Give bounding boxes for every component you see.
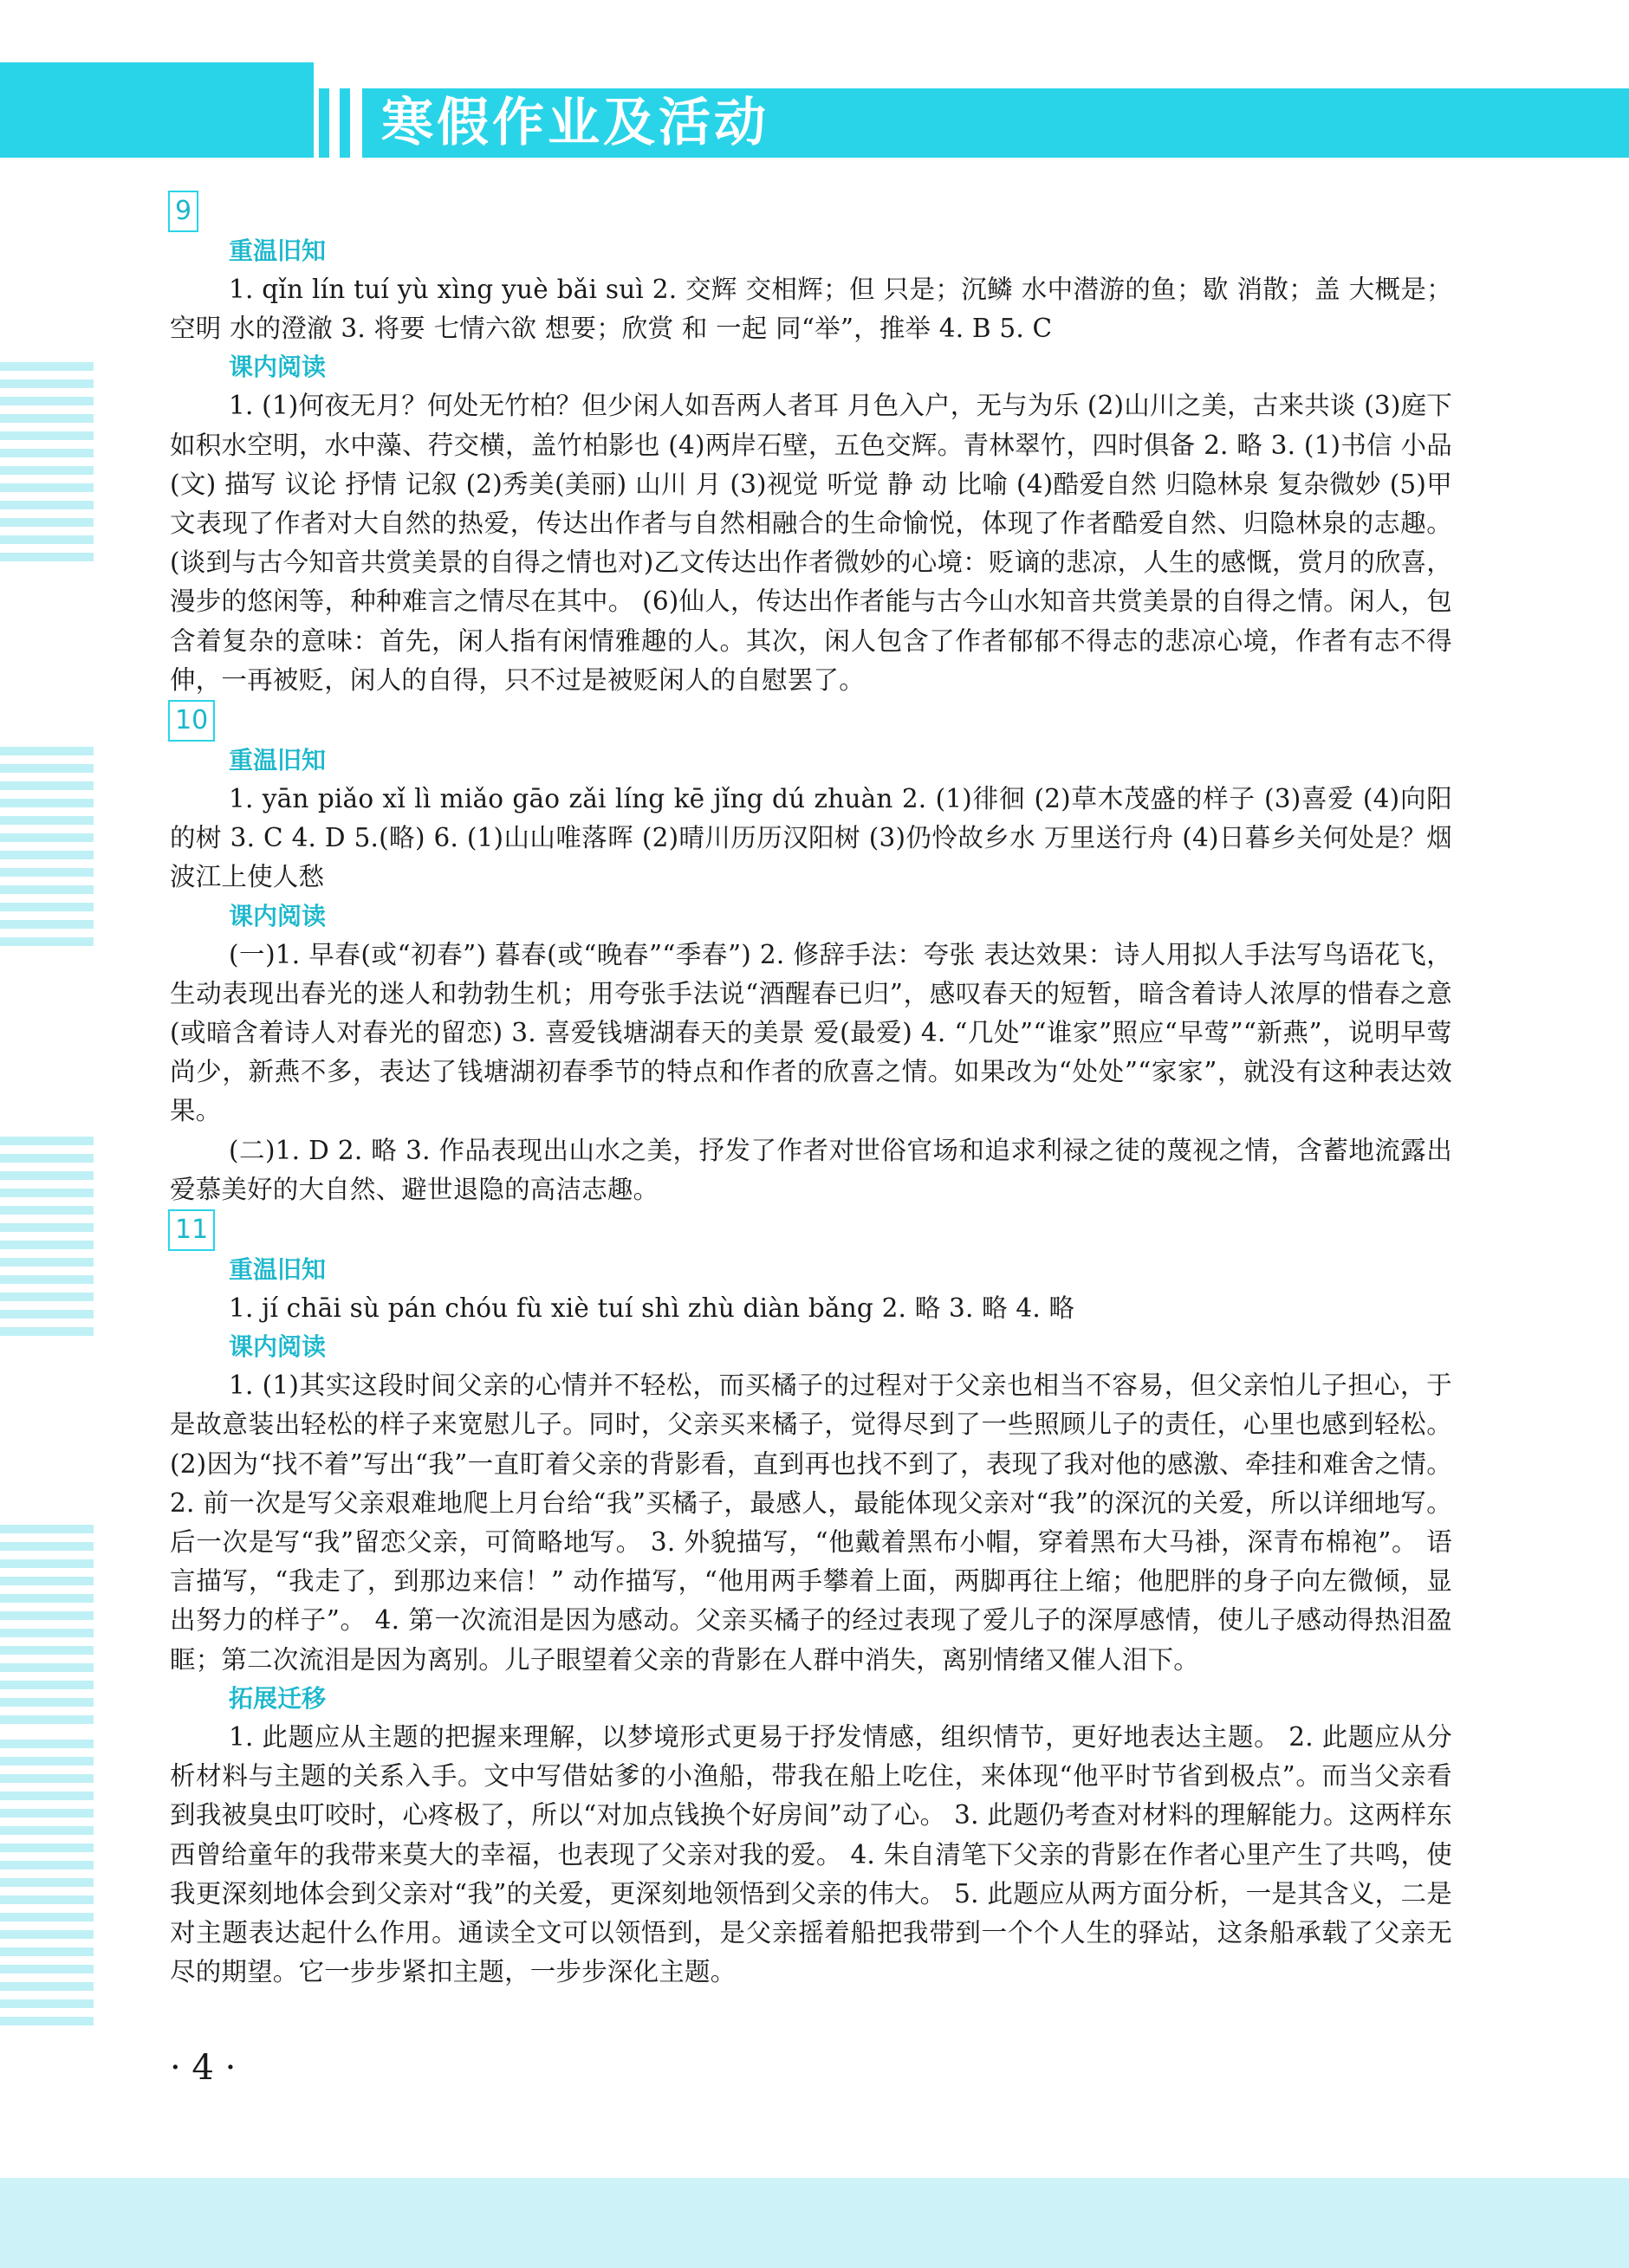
section-10 — [170, 700, 1452, 1209]
answer-paragraph: 1. qǐn lín tuí yù xìng yuè bǎi suì 2. 交辉 交相辉；但 只是；沉鳞 水中潜游的鱼；歇 消散；盖 大概是；空明 水的澄澈 3. 将要 七情六欲 想要；欣赏 和 一起 同“举”，推举 4. B 5. C — [170, 275, 1452, 344]
section-number: 9 — [168, 191, 198, 232]
subheading: 课内阅读 — [229, 353, 327, 382]
section-9 — [170, 191, 1452, 700]
left-stripe-group — [0, 747, 94, 955]
page-title: 寒假作业及活动 — [381, 93, 769, 153]
left-stripe-group — [0, 1525, 94, 1733]
answer-content — [170, 191, 1452, 1992]
section-number: 10 — [168, 700, 215, 742]
section-11 — [170, 1209, 1452, 1992]
header-divider-bar — [340, 88, 350, 158]
answer-paragraph: 1. jí chāi sù pán chóu fù xiè tuí shì zhù diàn bǎng 2. 略 3. 略 4. 略 — [229, 1293, 1075, 1324]
subheading: 重温旧知 — [229, 746, 327, 775]
left-stripe-group — [0, 362, 94, 570]
answer-paragraph: (一)1. 早春(或“初春”) 暮春(或“晚春”“季春”) 2. 修辞手法：夸张 表达效果：诗人用拟人手法写鸟语花飞，生动表现出春光的迷人和勃勃生机；用夸张手法说“酒醒春已归”，感叹春天的短暂，暗含着诗人浓厚的惜春之意(或暗含着诗人对春光的留恋) 3. 喜爱钱塘湖春天的美景 爱(最爱) 4. “几处”“谁家”照应“早莺”“新燕”，说明早莺尚少，新燕不多，表达了钱塘湖初春季节的特点和作者的欣喜之情。如果改为“处处”“家家”，就没有这种表达效果。 — [170, 939, 1452, 1126]
subheading: 课内阅读 — [229, 901, 327, 930]
answer-paragraph: 1. (1)何夜无月？何处无竹柏？但少闲人如吾两人者耳 月色入户，无与为乐 (2)山川之美，古来共谈 (3)庭下如积水空明，水中藻、荇交横，盖竹柏影也 (4)两岸石壁，五色交辉。青林翠竹，四时俱备 2. 略 3. (1)书信 小品(文) 描写 议论 抒情 记叙 (2)秀美(美丽) 山川 月 (3)视觉 听觉 静 动 比喻 (4)酷爱自然 归隐林泉 复杂微妙 (5)甲文表现了作者对大自然的热爱，传达出作者与自然相融合的生命愉悦，体现了作者酷爱自然、归隐林泉的志趣。(谈到与古今知音共赏美景的自得之情也对)乙文传达出作者微妙的心境：贬谪的悲凉，人生的感慨，赏月的欣喜，漫步的悠闲等，种种难言之情尽在其中。 (6)仙人，传达出作者能与古今山水知音共赏美景的自得之情。闲人，包含着复杂的意味：首先，闲人指有闲情雅趣的人。其次，闲人包含了作者郁郁不得志的悲凉心境，作者有志不得伸，一再被贬，闲人的自得，只不过是被贬闲人的自慰罢了。 — [170, 391, 1452, 695]
answer-paragraph: 1. yān piǎo xǐ lì miǎo gāo zǎi líng kē jǐng dú zhuàn 2. (1)徘徊 (2)草木茂盛的样子 (3)喜爱 (4)向阳的树 3. C 4. D 5.(略) 6. (1)山山唯落晖 (2)晴川历历汉阳树 (3)仍怜故乡水 万里送行舟 (4)日暮乡关何处是？烟波江上使人愁 — [170, 784, 1452, 892]
left-stripe-group — [0, 1137, 94, 1345]
left-stripe-group — [0, 1740, 94, 2034]
answer-paragraph: 1. (1)其实这段时间父亲的心情并不轻松，而买橘子的过程对于父亲也相当不容易，但父亲怕儿子担心，于是故意装出轻松的样子来宽慰儿子。同时，父亲买来橘子，觉得尽到了一些照顾儿子的责任，心里也感到轻松。 (2)因为“找不着”写出“我”一直盯着父亲的背影看，直到再也找不到了，表现了我对他的感激、牵挂和难舍之情。 2. 前一次是写父亲艰难地爬上月台给“我”买橘子，最感人，最能体现父亲对“我”的深沉的关爱，所以详细地写。后一次是写“我”留恋父亲，可简略地写。 3. 外貌描写，“他戴着黑布小帽，穿着黑布大马褂，深青布棉袍”。 语言描写，“我走了，到那边来信！” 动作描写，“他用两手攀着上面，两脚再往上缩；他肥胖的身子向左微倾，显出努力的样子”。 4. 第一次流泪是因为感动。父亲买橘子的经过表现了爱儿子的深厚感情，使儿子感动得热泪盈眶；第二次流泪是因为离别。儿子眼望着父亲的背影在人群中消失，离别情绪又催人泪下。 — [170, 1371, 1452, 1675]
section-number: 11 — [168, 1209, 215, 1251]
answer-paragraph: 1. 此题应从主题的把握来理解，以梦境形式更易于抒发情感，组织情节，更好地表达主题。 2. 此题应从分析材料与主题的关系入手。文中写借姑爹的小渔船，带我在船上吃住，来体现“他平时节省到极点”。而当父亲看到我被臭虫叮咬时，心疼极了，所以“对加点钱换个好房间”动了心。 3. 此题仍考查对材料的理解能力。这两样东西曾给童年的我带来莫大的幸福，也表现了父亲对我的爱。 4. 朱自清笔下父亲的背影在作者心里产生了共鸣，使我更深刻地体会到父亲对“我”的关爱，更深刻地领悟到父亲的伟大。 5. 此题应从两方面分析，一是其含义，二是对主题表达起什么作用。通读全文可以领悟到，是父亲摇着船把我带到一个个人生的驿站，这条船承载了父亲无尽的期望。它一步步紧扣主题，一步步深化主题。 — [170, 1721, 1452, 1987]
subheading: 拓展迁移 — [229, 1683, 327, 1713]
footer-band — [0, 2178, 1629, 2268]
subheading: 重温旧知 — [229, 1255, 327, 1285]
header-left-block — [0, 62, 314, 158]
header-divider-bar — [319, 88, 329, 158]
subheading: 重温旧知 — [229, 237, 327, 265]
page-number: · 4 · — [170, 2048, 237, 2088]
subheading: 课内阅读 — [229, 1332, 327, 1362]
answer-paragraph: (二)1. D 2. 略 3. 作品表现出山水之美，抒发了作者对世俗官场和追求利禄之徒的蔑视之情，含蓄地流露出爱慕美好的大自然、避世退隐的高洁志趣。 — [170, 1135, 1452, 1204]
